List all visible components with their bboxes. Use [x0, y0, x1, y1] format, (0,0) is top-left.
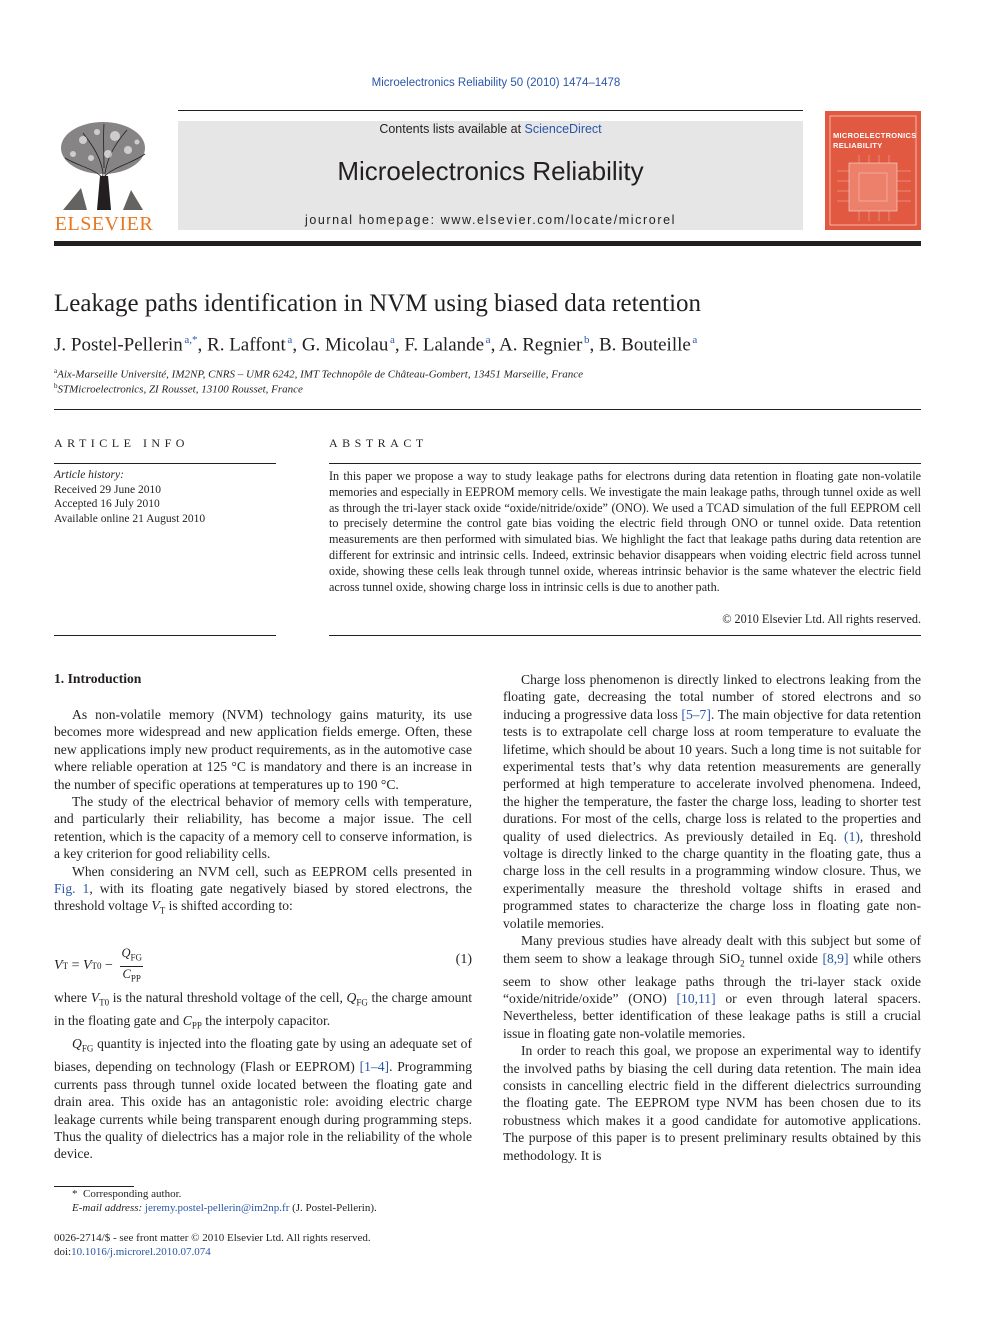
article-info-rule-bottom [54, 635, 276, 636]
body-left-column-bottom [54, 989, 472, 1163]
paragraph: where $V_{T0}$ is the natural threshold voltage of the cell, $Q_{FG}$ the charge amount in the floating gate and $C_{PP}$ the interpoly capacitor. [54, 990, 472, 1031]
elsevier-logo [53, 118, 155, 236]
affiliation-rule [54, 409, 921, 410]
equation-number: (1) [455, 952, 472, 967]
article-title: Leakage paths identification in NVM using biased data retention [54, 290, 702, 317]
author-name[interactable]: A. Regnier [499, 334, 583, 356]
issn-copyright: 0026-2714/$ - see front matter © 2010 Elsevier Ltd. All rights reserved. doi:10.1016/j.microrel.2010.07.074 [54, 1232, 371, 1258]
equation-reference-link[interactable]: (1) [844, 828, 860, 844]
citation-link[interactable]: [1–4] [359, 1059, 390, 1075]
elsevier-wordmark: ELSEVIER [54, 213, 154, 235]
article-info-rule [54, 463, 276, 464]
author-affil-mark[interactable]: a,* [184, 334, 198, 346]
accepted-date: Accepted 16 July 2010 [54, 498, 160, 511]
author-name[interactable]: R. Laffont [207, 334, 286, 356]
paragraph: In order to reach this goal, we propose an experimental way to identify the involved paths by biasing the cell during data retention. The main idea consists in cancelling electric field in the different dielectrics surrounding the floating gate. The EEPROM type NVM has been chosen due to its robustness which makes it a good candidate for automotive applications. The purpose of this paper is to present preliminary results obtained by this methodology. It is [503, 1043, 921, 1163]
email-link[interactable]: jeremy.postel-pellerin@im2np.fr [144, 1202, 290, 1214]
article-history: Article history: Received 29 June 2010 Accepted 16 July 2010 Available online 21 August 2010 [54, 469, 206, 525]
footnote: * Corresponding author. E-mail address: jeremy.postel-pellerin@im2np.fr (J. Postel-Pellerin). [72, 1188, 377, 1214]
author-name[interactable]: B. Bouteille [598, 334, 691, 356]
affiliation-b: $^b$STMicroelectronics, ZI Rousset, 13100 Rousset, France [54, 382, 303, 396]
citation-link[interactable]: [8,9] [822, 950, 849, 966]
journal-reference-link[interactable]: Microelectronics Reliability 50 (2010) 1474–1478 [371, 77, 621, 89]
header-rule [178, 110, 803, 111]
body-right-column [503, 671, 921, 1164]
header-thick-rule [54, 241, 921, 246]
author-name[interactable]: F. Lalande [404, 334, 485, 356]
journal-cover-image[interactable] [825, 111, 921, 230]
author-affil-mark[interactable]: a [485, 334, 491, 346]
equation-1 [54, 942, 472, 984]
equation-fraction: $\frac{Q_{FG}}{C_{PP}}$ [121, 946, 142, 983]
abstract-rule-bottom [329, 635, 921, 636]
author-list: J. Postel-Pellerin $^{a,*}$, R. Laffont $^a$, G. Micolau $^a$, F. Lalande $^a$, A. Regnier $^b$, B. Bouteille $^a$ [54, 334, 698, 356]
author-name[interactable]: G. Micolau [301, 334, 389, 356]
sciencedirect-link[interactable]: ScienceDirect [524, 122, 602, 136]
cover-circuit-icon [825, 111, 921, 230]
paragraph: Many previous studies have already dealt with this subject but some of them seem to show a leakage through SiO$_2$ tunnel oxide [8,9] while others seem to show other leakage paths through the tri-layer stack oxide “oxide/nitride/oxide” (ONO) [10,11] or even through lateral spacers. Nevertheless, better identification of these leakage paths is still a crucial issue in floating gate non-volatile memories. [503, 933, 921, 1041]
elsevier-tree-icon [53, 118, 155, 210]
citation-link[interactable]: [10,11] [676, 991, 716, 1007]
author-name[interactable]: J. Postel-Pellerin [54, 334, 183, 356]
doi-link[interactable]: 10.1016/j.microrel.2010.07.074 [71, 1246, 211, 1258]
received-date: Received 29 June 2010 [54, 483, 161, 496]
figure-reference-link[interactable]: Fig. 1 [54, 881, 90, 897]
paragraph: The study of the electrical behavior of memory cells with temperature, and particularly their reliability, has become a major issue. The cell retention, which is the capacity of a memory cell to conserve information, is a key criterion for good reliability cells. [54, 794, 472, 862]
author-affil-mark[interactable]: a [692, 334, 698, 346]
paragraph: When considering an NVM cell, such as EEPROM cells presented in Fig. 1, with its floating gate negatively biased by stored electrons, the threshold voltage $V_T$ is shifted according to: [54, 863, 472, 917]
author-affil-mark[interactable]: a [389, 334, 395, 346]
article-info-heading: ARTICLE INFO [54, 436, 189, 450]
affiliation-a: $^a$Aix-Marseille Université, IM2NP, CNRS – UMR 6242, IMT Technopôle de Château-Gombert, 13451 Marseille, France [54, 367, 583, 381]
abstract-rule [329, 463, 921, 464]
paragraph: As non-volatile memory (NVM) technology gains maturity, its use becomes more widespread and new application fields emerge. Often, these new applications imply new product requirements, as in the automotive case where reliable operation at 125 °C is mandatory and there is an increase in the number of specific operations at temperatures up to 190 °C. [54, 707, 472, 792]
author-affil-mark[interactable]: a [287, 334, 293, 346]
section-heading-introduction: 1. Introduction [54, 671, 142, 686]
paragraph: Charge loss phenomenon is directly linked to electrons leaking from the floating gate, decreasing the total number of stored electrons and so inducing a progressive data loss [5–7]. The main objective for data retention tests is to extrapolate cell charge loss at room temperature to evaluate the lifetime, which should be about 10 years. Such a long time is not suitable for experimental tests that’s why data retention measurements are generally performed at high temperature to accelerate involved phenomena. Indeed, the higher the temperature, the faster the charge loss, leading to shorter test durations. For most of the cells, charge loss is related to the properties and quality of used dielectrics. As previously detailed in Eq. (1), threshold voltage is directly linked to the charge quantity in the floating gate, thus a charge loss in the cell results in a programming window closure. Thus, we experimentally measure the threshold voltage shifts in erased and programmed states to characterize the charge loss in floating gate non-volatile memories. [503, 672, 922, 931]
abstract-heading: ABSTRACT [329, 436, 428, 450]
abstract-copyright: © 2010 Elsevier Ltd. All rights reserved. [722, 612, 921, 626]
contents-line: Contents lists available at ScienceDirect [379, 122, 602, 136]
body-left-column-top [54, 706, 472, 921]
author-affil-mark[interactable]: b [583, 334, 590, 346]
citation-link[interactable]: [5–7] [681, 706, 711, 722]
paragraph: $Q_{FG}$ quantity is injected into the floating gate by using an adequate set of biases, depending on technology (Flash or EEPROM) [1–4]. Programming currents pass through tunnel oxide located between the floating gate and drain area. This oxide has an antagonistic role: avoiding electric charge leakage currents while being transparent enough during programming steps. Thus the quality of dielectrics has a major role in the reliability of the whole device. [54, 1036, 472, 1162]
equation-body: V T = V T0 − $\frac{Q_{FG}}{C_{PP}}$ [54, 946, 143, 986]
journal-name: Microelectronics Reliability [337, 156, 644, 186]
journal-banner [178, 121, 803, 230]
journal-homepage[interactable]: journal homepage: www.elsevier.com/locate/microrel [304, 213, 677, 227]
online-date: Available online 21 August 2010 [54, 512, 206, 525]
abstract-text: In this paper we propose a way to study leakage paths for electrons during data retention in floating gate non-volatile memories and especially in EEPROM memory cells. We investigate the main leakage paths, through tunnel oxide as well as through the tri-layer stack oxide “oxide/nitride/oxide” (ONO). We used a TCAD simulation of the full EEPROM cell to precisely determine the control gate bias voiding the electric field through ONO or tunnel oxide. Data retention measurements are then performed with simulated bias. We highlight the fact that leakage paths during data retention are different for extrinsic and intrinsic cells. Indeed, extrinsic behavior disappears when voiding electric field across tunnel oxide, showing these cells leak through tunnel oxide, whereas intrinsic behavior is the same whatever the electric field across tunnel oxide, showing charge loss in intrinsic cells is due to another path. [329, 469, 921, 594]
cover-title: MICROELECTRONICS RELIABILITY [833, 131, 917, 150]
